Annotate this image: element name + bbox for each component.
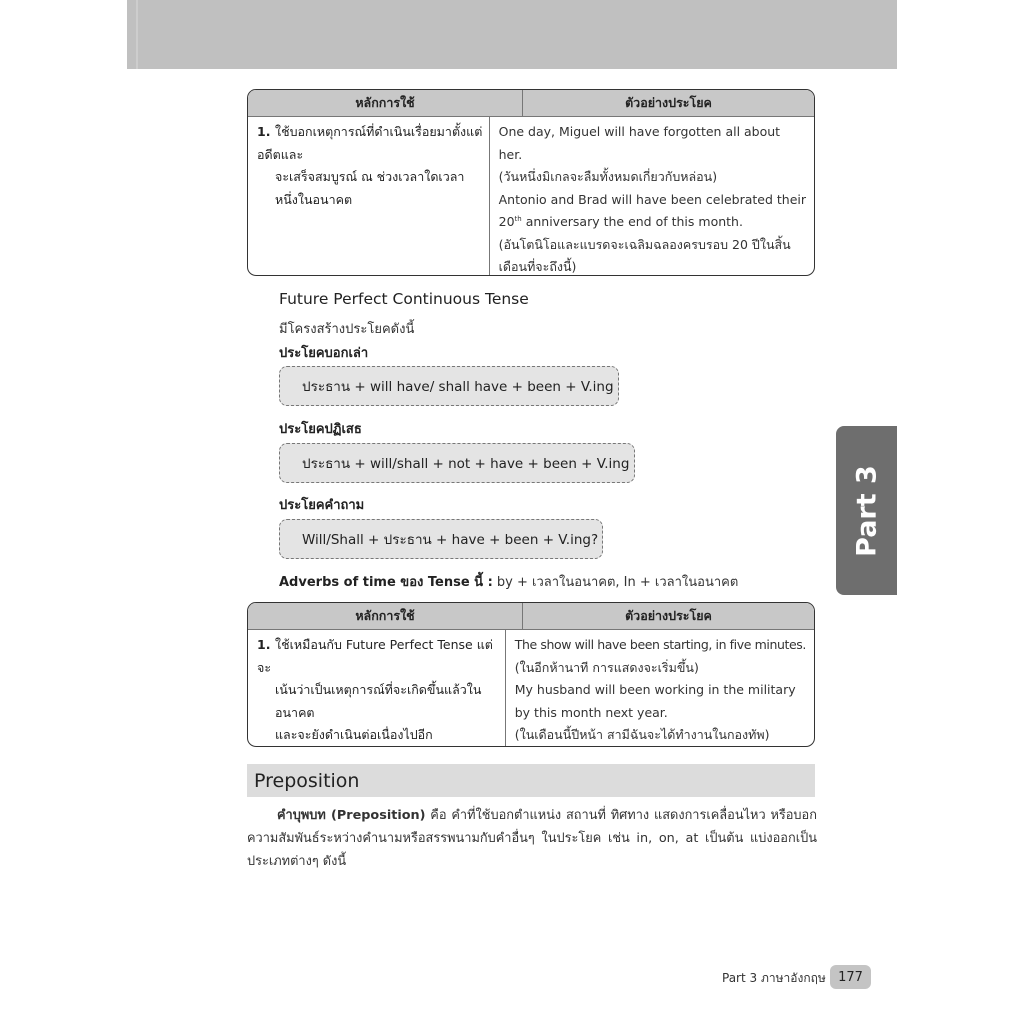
negative-label: ประโยคปฏิเสธ	[279, 422, 362, 437]
negative-formula: ประธาน + will/shall + not + have + been + V.ing	[302, 456, 630, 472]
rule-number: 1.	[257, 637, 271, 652]
preposition-definition: คือ คำที่ใช้บอกตำแหน่ง สถานที่ ทิศทาง แสดงการเคลื่อนไหว หรือบอกความสัมพันธ์ระหว่างคำนามหรือสรรพนามกับคำอื่นๆ ในประโยค เช่น in, on, at เป็นต้น แบ่งออกเป็นประเภทต่างๆ ดังนี้	[247, 808, 817, 869]
question-formula: Will/Shall + ประธาน + have + been + V.ing?	[302, 532, 599, 548]
affirmative-formula: ประธาน + will have/ shall have + been + V.ing	[302, 379, 614, 395]
example-cell	[490, 117, 814, 275]
negative-formula-box	[279, 443, 635, 483]
question-label: ประโยคคำถาม	[279, 498, 365, 513]
affirmative-formula-box	[279, 366, 619, 406]
table-header-row	[248, 603, 814, 630]
preposition-heading	[247, 764, 815, 797]
example-line: by this month next year.	[514, 704, 668, 720]
example-translation: (ในอีกห้านาที การแสดงจะเริ่มขึ้น)	[514, 659, 699, 675]
example-line-rest: anniversary the end of this month.	[521, 214, 743, 229]
rule-line: ใช้บอกเหตุการณ์ที่ดำเนินเรื่อยมาตั้งแต่อดีตและ	[257, 124, 483, 162]
table-header-example: ตัวอย่างประโยค	[625, 95, 712, 110]
rule-line: และจะยังดำเนินต่อเนื่องไปอีก	[275, 727, 433, 742]
header-band	[127, 0, 897, 69]
part-side-tab	[836, 426, 897, 595]
page-number-text: 177	[838, 969, 863, 985]
rule-line: จะเสร็จสมบูรณ์ ณ ช่วงเวลาใดเวลาหนึ่งในอนาคต	[275, 169, 465, 207]
header-band-edge	[136, 0, 138, 69]
adverbs-of-time	[279, 571, 738, 592]
table-header-rule: หลักการใช้	[248, 603, 523, 629]
running-footer-title: Part 3 ภาษาอังกฤษ	[722, 971, 826, 985]
example-translation: เดือนที่จะถึงนี้)	[498, 259, 577, 274]
table-row	[248, 630, 814, 746]
ordinal-suffix: th	[514, 214, 522, 223]
rule-number: 1.	[257, 124, 271, 139]
example-translation: (อันโตนิโอและแบรดจะเฉลิมฉลองครบรอบ 20 ปีในสิ้น	[498, 236, 791, 252]
rule-cell	[248, 117, 490, 275]
table-header-rule: หลักการใช้	[248, 90, 523, 116]
example-line: her.	[498, 146, 523, 162]
table-header-example: ตัวอย่างประโยค	[625, 608, 712, 623]
section-intro: มีโครงสร้างประโยคดังนี้	[279, 322, 415, 337]
preposition-heading-text: Preposition	[254, 769, 360, 792]
adverbs-value: by + เวลาในอนาคต, In + เวลาในอนาคต	[492, 575, 739, 590]
rule-cell	[248, 630, 506, 746]
rule-line: เน้นว่าเป็นเหตุการณ์ที่จะเกิดขึ้นแล้วในอนาคต	[275, 682, 482, 720]
ordinal-number: 20	[498, 214, 515, 229]
table-header-row	[248, 90, 814, 117]
question-formula-box	[279, 519, 603, 559]
section-title: Future Perfect Continuous Tense	[279, 290, 529, 308]
part-side-tab-label: Part 3	[851, 464, 882, 557]
example-line: Antonio and Brad will have been celebrated their	[498, 191, 806, 207]
example-translation: (วันหนึ่งมิเกลจะลืมทั้งหมดเกี่ยวกับหล่อน)	[498, 169, 718, 184]
example-translation: (ในเดือนนี้ปีหน้า สามีฉันจะได้ทำงานในกองทัพ)	[514, 727, 770, 742]
preposition-paragraph	[247, 804, 817, 873]
example-line: My husband will been working in the military	[514, 682, 796, 697]
example-line: One day, Miguel will have forgotten all about	[498, 124, 781, 139]
example-line	[499, 211, 806, 234]
preposition-term: คำบุพบท (Preposition)	[277, 808, 426, 823]
affirmative-label: ประโยคบอกเล่า	[279, 346, 369, 361]
example-line: The show will have been starting, in five minutes.	[514, 637, 806, 652]
page-number	[830, 965, 871, 989]
usage-table-future-perfect	[247, 89, 815, 276]
adverbs-label: Adverbs of time ของ Tense นี้ :	[279, 575, 493, 590]
rule-line: ใช้เหมือนกับ Future Perfect Tense แต่จะ	[257, 637, 493, 675]
usage-table-future-perfect-continuous	[247, 602, 815, 747]
example-cell	[506, 630, 814, 746]
table-row	[248, 117, 814, 275]
